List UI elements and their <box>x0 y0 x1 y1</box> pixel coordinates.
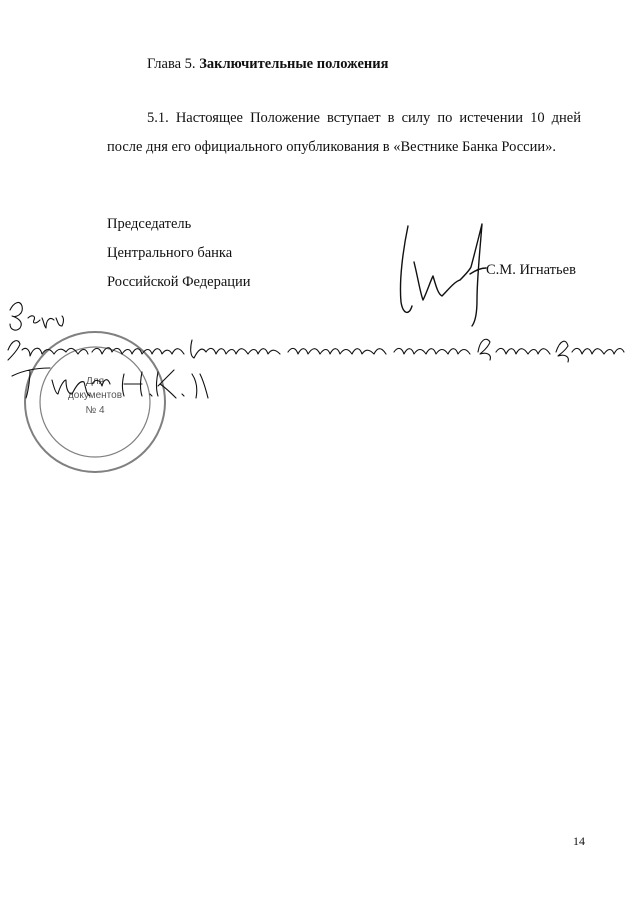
paragraph-line-1: 5.1. Настоящее Положение вступает в силу по истечении 10 дней <box>147 110 581 126</box>
seal-stamp <box>25 332 165 472</box>
signatory-title-line-2: Центрального банка <box>107 245 233 261</box>
chapter-label: Глава 5. <box>147 56 200 72</box>
page-number: 14 <box>573 834 585 848</box>
signer-name: С.М. Игнатьев <box>486 262 576 278</box>
paragraph-line-2: после дня его официального опубликования в «Вестнике Банка России». <box>107 139 556 155</box>
chapter-title: Заключительные положения <box>199 56 389 72</box>
stamp-text-3: № 4 <box>85 405 105 416</box>
stamp-text-1: Для <box>85 376 105 387</box>
chairman-signature <box>400 224 486 326</box>
stamp-text-2: документов <box>67 390 123 401</box>
signatory-title-line-1: Председатель <box>107 216 192 232</box>
signatory-title-line-3: Российской Федерации <box>107 274 251 290</box>
